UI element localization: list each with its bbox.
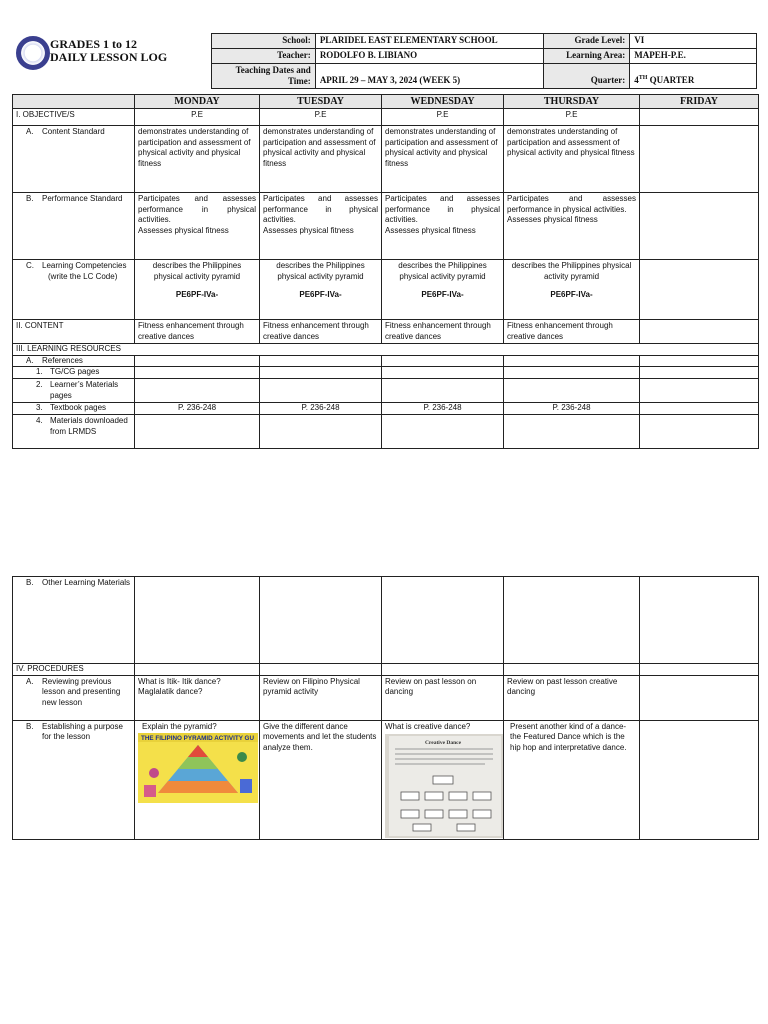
purpose-label	[13, 720, 135, 840]
competencies-label	[13, 260, 135, 320]
row-label: References	[42, 355, 83, 365]
deped-seal-icon	[16, 36, 50, 70]
photo-title: Creative Dance	[424, 740, 462, 747]
content-cell: Fitness enhancement through creative dances	[504, 320, 640, 344]
area-value: MAPEH-P.E.	[630, 48, 757, 63]
competency-code: PE6PF-IVa-	[175, 290, 219, 300]
grade-value: VI	[630, 34, 757, 49]
subject-cell: P.E	[504, 109, 640, 126]
content-label: II. CONTENT	[13, 320, 135, 344]
row-key: 1.	[36, 367, 43, 377]
purpose-text: Explain the pyramid?	[142, 721, 217, 731]
title-line-1: GRADES 1 to 12	[50, 37, 138, 51]
corner-cell	[13, 95, 135, 109]
quarter-word: QUARTER	[647, 74, 695, 85]
day-friday: FRIDAY	[640, 95, 759, 109]
competency-cell	[135, 260, 260, 320]
dates-value: APRIL 29 – MAY 3, 2024 (WEEK 5)	[315, 63, 544, 88]
performance-extra: Assesses physical fitness	[138, 225, 229, 235]
content-standard-label	[13, 126, 135, 193]
review-cell: What is Itik- Itik dance? Maglalatik dance?	[135, 675, 260, 720]
competency-cell	[640, 260, 759, 320]
performance-standard-cell	[260, 193, 382, 260]
purpose-cell	[640, 720, 759, 840]
row-key: A.	[26, 127, 34, 137]
row-label: TG/CG pages	[50, 367, 100, 377]
header-table	[211, 33, 757, 89]
content-cell	[640, 320, 759, 344]
content-standard-cell: demonstrates understanding of participation and assessment of physical activity and physical fitness	[135, 126, 260, 193]
row-key: C.	[26, 261, 34, 271]
row-key: B.	[26, 578, 34, 587]
other-materials-label	[13, 577, 135, 664]
lrmds-label	[13, 415, 135, 449]
subject-cell	[640, 109, 759, 126]
content-cell: Fitness enhancement through creative dances	[135, 320, 260, 344]
content-standard-cell: demonstrates understanding of participation and assessment of physical activity and physical fitness	[260, 126, 382, 193]
competency-code: PE6PF-IVa-	[299, 290, 342, 300]
row-label: Learning Competencies	[42, 261, 127, 271]
quarter-value	[630, 63, 757, 88]
row-key: 2.	[36, 380, 43, 390]
review-cell: Review on past lesson on dancing	[382, 675, 504, 720]
performance-standard-cell	[382, 193, 504, 260]
content-standard-cell	[640, 126, 759, 193]
performance-standard-cell	[135, 193, 260, 260]
competency-text: describes the Philippines physical activity pyramid	[152, 261, 242, 281]
teacher-value: RODOLFO B. LIBIANO	[315, 48, 544, 63]
review-cell	[640, 675, 759, 720]
quarter-label: Quarter:	[544, 63, 630, 88]
performance-extra: Assesses physical fitness	[507, 215, 598, 225]
school-value: PLARIDEL EAST ELEMENTARY SCHOOL	[315, 34, 544, 49]
row-label: Textbook pages	[50, 403, 107, 413]
pyramid-activity-image	[138, 733, 258, 803]
row-label: Reviewing previous lesson and presenting new lesson	[42, 676, 121, 707]
review-cell: Review on past lesson creative dancing	[504, 675, 640, 720]
purpose-text: What is creative dance?	[385, 721, 471, 731]
subject-cell: P.E	[135, 109, 260, 126]
quarter-number: 4	[634, 74, 639, 85]
objectives-label: I. OBJECTIVE/S	[13, 109, 135, 126]
purpose-cell: Give the different dance movements and let the students analyze them.	[260, 720, 382, 840]
textbook-label	[13, 403, 135, 415]
tg-label	[13, 367, 135, 379]
content-cell: Fitness enhancement through creative dances	[260, 320, 382, 344]
dates-label: Teaching Dates and Time:	[212, 63, 316, 88]
performance-extra: Assesses physical fitness	[385, 225, 476, 235]
purpose-cell: Present another kind of a dance- the Featured Dance which is the hip hop and interpretative dance.	[504, 720, 640, 840]
grade-label: Grade Level:	[544, 34, 630, 49]
procedures-label: IV. PROCEDURES	[13, 664, 135, 676]
day-thursday: THURSDAY	[504, 95, 640, 109]
performance-standard-cell	[504, 193, 640, 260]
competency-text: describes the Philippines physical activity pyramid	[398, 261, 487, 281]
row-key: A.	[26, 676, 34, 686]
row-key: 4.	[36, 416, 43, 426]
resources-label: III. LEARNING RESOURCES	[13, 344, 759, 356]
textbook-pages: P. 236-248	[382, 403, 504, 415]
competency-text: describes the Philippines physical activity pyramid	[511, 261, 632, 281]
creative-dance-photo	[385, 734, 503, 838]
row-label: Establishing a purpose for the lesson	[42, 721, 123, 742]
performance-text: Participates and assesses performance in physical activities.	[507, 194, 636, 214]
textbook-pages: P. 236-248	[504, 403, 640, 415]
performance-extra: Assesses physical fitness	[263, 225, 354, 235]
competency-cell	[382, 260, 504, 320]
teacher-label: Teacher:	[212, 48, 316, 63]
row-key: B.	[26, 721, 34, 731]
performance-text: Participates and assesses performance in physical activities.	[263, 194, 378, 225]
day-wednesday: WEDNESDAY	[382, 95, 504, 109]
lc-code-note: (write the LC Code)	[48, 271, 118, 281]
purpose-cell-monday	[135, 720, 260, 840]
textbook-pages: P. 236-248	[135, 403, 260, 415]
lesson-table-bottom	[12, 576, 759, 840]
row-key: B.	[26, 194, 34, 204]
pyramid-image-title: THE FILIPINO PYRAMID ACTIVITY GU	[141, 735, 254, 743]
area-label: Learning Area:	[544, 48, 630, 63]
performance-text: Participates and assesses performance in physical activities.	[138, 194, 256, 225]
subject-cell: P.E	[260, 109, 382, 126]
day-monday: MONDAY	[135, 95, 260, 109]
log-title	[50, 38, 167, 64]
quarter-suffix: TH	[638, 74, 648, 81]
row-label: Materials downloaded from LRMDS	[50, 416, 128, 436]
competency-text: describes the Philippines physical activity pyramid	[276, 261, 365, 281]
subject-cell: P.E	[382, 109, 504, 126]
content-standard-cell: demonstrates understanding of participation and assessment of physical activity and physical fitness	[382, 126, 504, 193]
row-label: Performance Standard	[42, 194, 123, 204]
row-key: A.	[26, 355, 34, 365]
textbook-pages: P. 236-248	[260, 403, 382, 415]
competency-cell	[260, 260, 382, 320]
review-label	[13, 675, 135, 720]
lm-label	[13, 379, 135, 403]
competency-cell	[504, 260, 640, 320]
row-key: 3.	[36, 403, 43, 413]
purpose-cell-wednesday	[382, 720, 504, 840]
review-cell: Review on Filipino Physical pyramid activity	[260, 675, 382, 720]
row-label: Learner’s Materials pages	[50, 380, 119, 400]
lesson-table-top	[12, 94, 759, 449]
content-standard-cell: demonstrates understanding of participation and assessment of physical activity and physical fitness	[504, 126, 640, 193]
competency-code: PE6PF-IVa-	[421, 290, 464, 300]
performance-standard-cell	[640, 193, 759, 260]
day-tuesday: TUESDAY	[260, 95, 382, 109]
school-label: School:	[212, 34, 316, 49]
competency-code: PE6PF-IVa-	[550, 290, 593, 300]
row-label: Other Learning Materials	[42, 578, 131, 587]
performance-text: Participates and assesses performance in physical activities.	[385, 194, 500, 225]
row-label: Content Standard	[42, 127, 105, 137]
content-cell: Fitness enhancement through creative dances	[382, 320, 504, 344]
title-line-2: DAILY LESSON LOG	[50, 50, 168, 64]
references-label	[13, 355, 135, 367]
performance-standard-label	[13, 193, 135, 260]
